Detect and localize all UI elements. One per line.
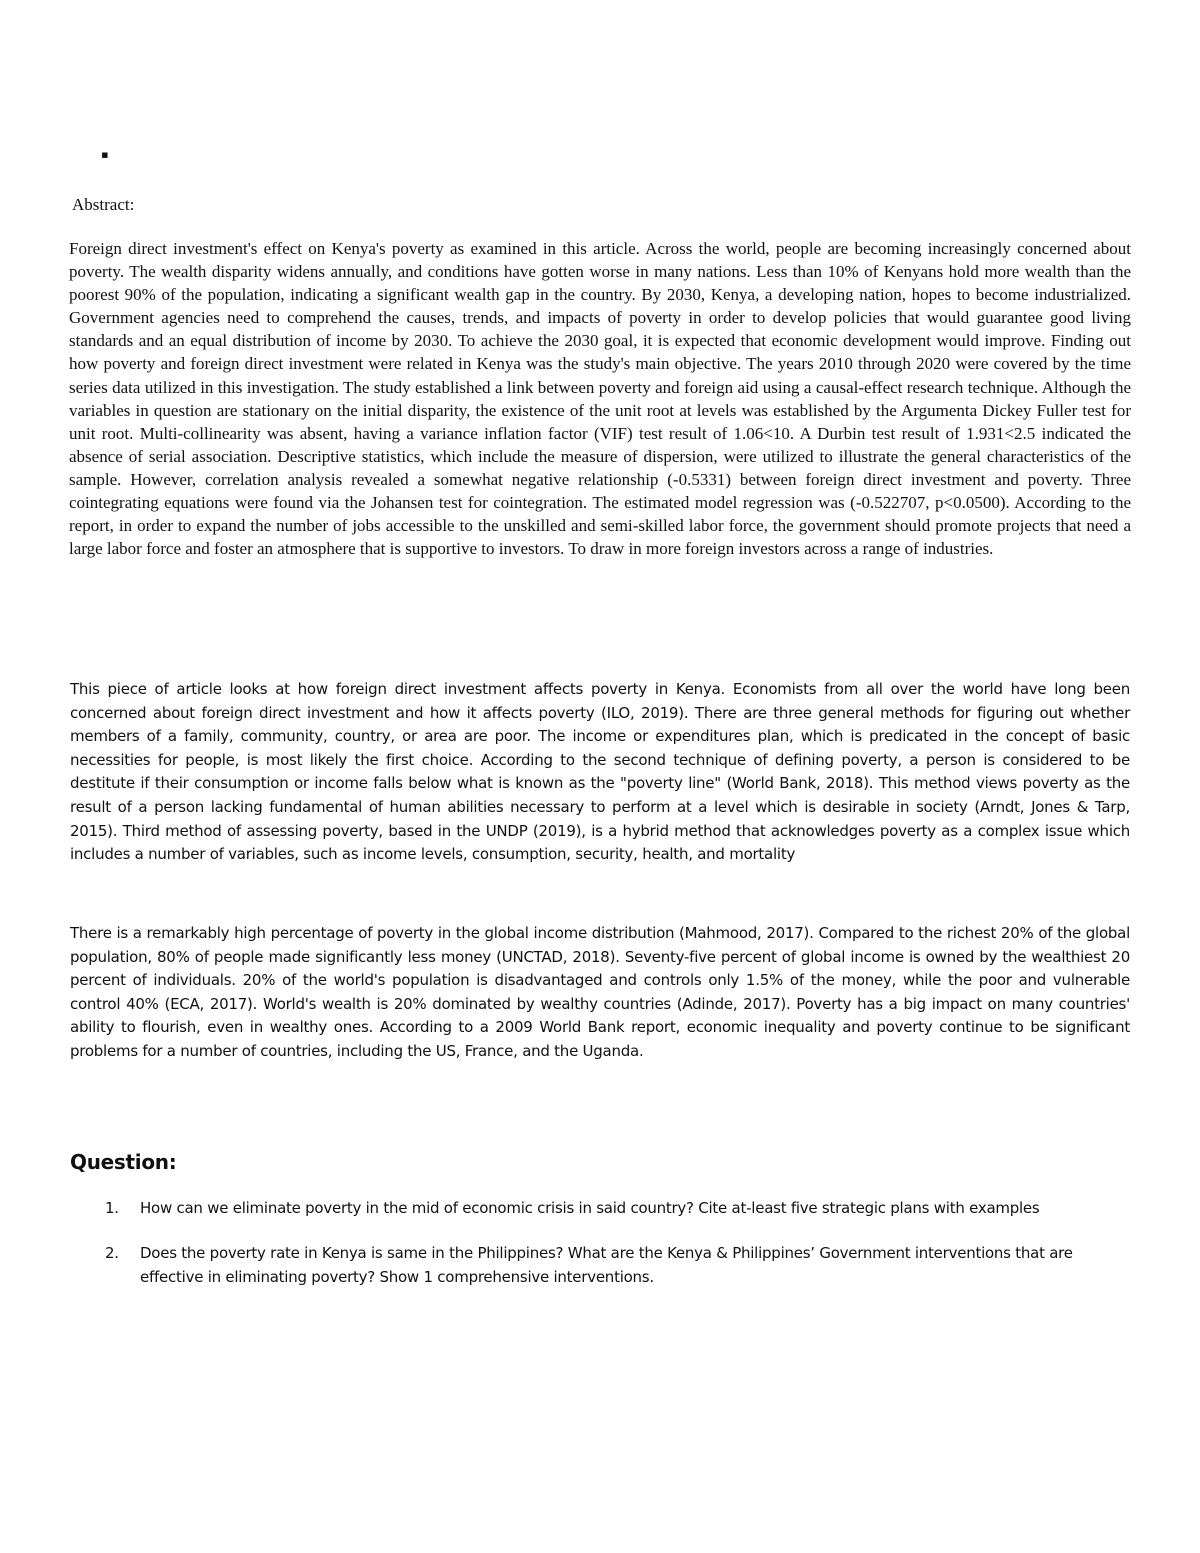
question-heading: Question:	[70, 1150, 177, 1174]
question-item	[70, 1241, 1132, 1289]
question-text: Does the poverty rate in Kenya is same in the Philippines? What are the Kenya & Philippines’ Government interventions that are effective in eliminating poverty? Show 1 comprehensive interventions.	[140, 1244, 1073, 1286]
question-text: How can we eliminate poverty in the mid of economic crisis in said country? Cite at-least five strategic plans with examples	[140, 1199, 1040, 1217]
question-list	[70, 1196, 1132, 1310]
abstract-heading: Abstract:	[72, 195, 135, 214]
question-number: 1.	[105, 1199, 119, 1217]
body-paragraph-2: There is a remarkably high percentage of poverty in the global income distribution (Mahmood, 2017). Compared to the richest 20% of the global population, 80% of people made significantly less money (UNCTAD, 2018). Seventy-five percent of global income is owned by the wealthiest 20 percent of individuals. 20% of the world's population is disadvantaged and controls only 1.5% of the money, while the poor and vulnerable control 40% (ECA, 2017). World's wealth is 20% dominated by wealthy countries (Adinde, 2017). Poverty has a big impact on many countries' ability to flourish, even in wealthy ones. According to a 2009 World Bank report, economic inequality and poverty continue to be significant problems for a number of countries, including the US, France, and the Uganda.	[70, 924, 1130, 1060]
bullet-marker: ▪	[101, 142, 109, 167]
question-item	[70, 1196, 1132, 1220]
question-number: 2.	[105, 1244, 119, 1262]
abstract-paragraph: Foreign direct investment's effect on Kenya's poverty as examined in this article. Across the world, people are becoming increasingly concerned about poverty. The wealth disparity widens annually, and conditions have gotten worse in many nations. Less than 10% of Kenyans hold more wealth than the poorest 90% of the population, indicating a significant wealth gap in the country. By 2030, Kenya, a developing nation, hopes to become industrialized. Government agencies need to comprehend the causes, trends, and impacts of poverty in order to develop policies that would guarantee good living standards and an equal distribution of income by 2030. To achieve the 2030 goal, it is expected that economic development would improve. Finding out how poverty and foreign direct investment were related in Kenya was the study's main objective. The years 2010 through 2020 were covered by the time series data utilized in this investigation. The study established a link between poverty and foreign aid using a causal-effect research technique. Although the variables in question are stationary on the initial disparity, the existence of the unit root at levels was established by the Argumenta Dickey Fuller test for unit root. Multi-collinearity was absent, having a variance inflation factor (VIF) test result of 1.06<10. A Durbin test result of 1.931<2.5 indicated the absence of serial association. Descriptive statistics, which include the measure of dispersion, were utilized to illustrate the general characteristics of the sample. However, correlation analysis revealed a somewhat negative relationship (-0.5331) between foreign direct investment and poverty. Three cointegrating equations were found via the Johansen test for cointegration. The estimated model regression was (-0.522707, p<0.0500). According to the report, in order to expand the number of jobs accessible to the unskilled and semi-skilled labor force, the government should promote projects that need a large labor force and foster an atmosphere that is supportive to investors. To draw in more foreign investors across a range of industries.	[69, 239, 1131, 559]
body-paragraph-1: This piece of article looks at how foreign direct investment affects poverty in Kenya. Economists from all over the world have long been concerned about foreign direct investment and how it affects poverty (ILO, 2019). There are three general methods for figuring out whether members of a family, community, country, or area are poor. The income or expenditures plan, which is predicated in the concept of basic necessities for people, is most likely the first choice. According to the second technique of defining poverty, a person is considered to be destitute if their consumption or income falls below what is known as the "poverty line" (World Bank, 2018). This method views poverty as the result of a person lacking fundamental of human abilities necessary to perform at a level which is desirable in society (Arndt, Jones & Tarp, 2015). Third method of assessing poverty, based in the UNDP (2019), is a hybrid method that acknowledges poverty as a complex issue which includes a number of variables, such as income levels, consumption, security, health, and mortality	[70, 680, 1130, 864]
